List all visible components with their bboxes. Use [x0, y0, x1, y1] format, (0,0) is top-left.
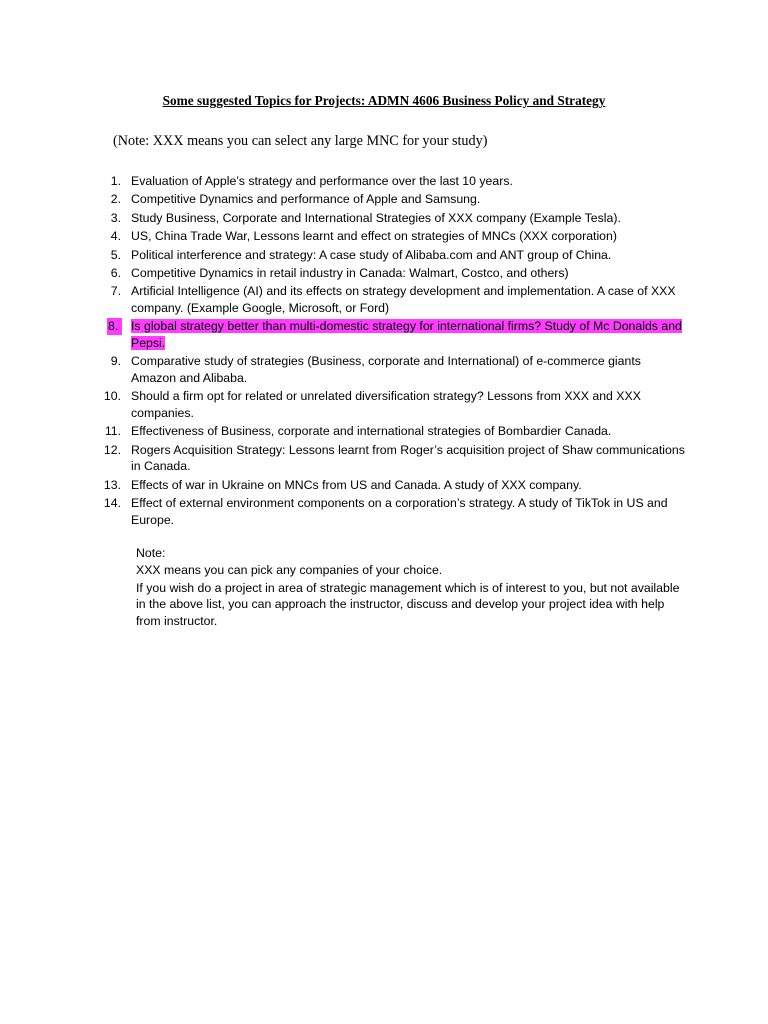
topic-text: Political interference and strategy: A case study of Alibaba.com and ANT group of China.	[131, 247, 612, 262]
topic-text: Effect of external environment components on a corporation’s strategy. A study of TikTok in US and Europe.	[131, 496, 668, 527]
topic-text: Competitive Dynamics in retail industry in Canada: Walmart, Costco, and others)	[131, 265, 569, 280]
topic-text: Evaluation of Apple’s strategy and performance over the last 10 years.	[131, 174, 513, 188]
topic-text: Artificial Intelligence (AI) and its effects on strategy development and implementation. A case of XXX company. (Example Google, Microsoft, or Ford)	[131, 284, 676, 315]
topic-item-highlighted	[96, 318, 686, 351]
topic-item	[96, 423, 686, 440]
topic-text: Rogers Acquisition Strategy: Lessons learnt from Roger’s acquisition project of Shaw communications in Canada.	[131, 442, 685, 474]
topic-text: Is global strategy better than multi-domestic strategy for international firms? Study of Mc Donalds and Pepsi.	[131, 319, 682, 350]
topic-text: Should a firm opt for related or unrelated diversification strategy? Lessons from XXX and XXX companies.	[131, 389, 641, 420]
topic-item	[96, 442, 686, 475]
topic-text: Effectiveness of Business, corporate and international strategies of Bombardier Canada.	[131, 424, 612, 439]
topic-number: 1.	[110, 174, 121, 188]
note-heading: Note:	[136, 546, 166, 560]
note-line-xxx: XXX means you can pick any companies of your choice.	[136, 563, 443, 578]
topic-item	[96, 265, 686, 282]
topic-text: Comparative study of strategies (Business, corporate and International) of e-commerce giants Amazon and Alibaba.	[131, 354, 641, 385]
note-xxx-definition: (Note: XXX means you can select any large MNC for your study)	[113, 133, 488, 149]
topic-number: 4.	[110, 229, 121, 244]
topic-number: 3.	[110, 210, 121, 225]
note-line-instructor: If you wish do a project in area of strategic management which is of interest to you, but not available in the above list, you can approach the instructor, discuss and develop your project idea with help from instructor.	[136, 580, 680, 628]
topic-item	[96, 495, 686, 528]
topic-number: 11.	[104, 424, 121, 439]
topic-number: 5.	[110, 247, 121, 262]
topic-number: 7.	[110, 284, 121, 299]
topic-number: 13.	[103, 477, 121, 492]
topic-item	[96, 210, 686, 227]
topic-item	[96, 191, 686, 208]
topic-item	[96, 173, 686, 190]
topic-text: US, China Trade War, Lessons learnt and effect on strategies of MNCs (XXX corporation)	[131, 229, 617, 244]
topic-item	[96, 388, 686, 421]
topic-number: 10.	[103, 389, 121, 404]
topic-number: 6.	[110, 265, 121, 280]
topic-number: 2.	[110, 192, 121, 207]
topic-text: Study Business, Corporate and International Strategies of XXX company (Example Tesla).	[131, 210, 621, 225]
topic-item	[96, 228, 686, 245]
topic-number: 8.	[107, 318, 122, 335]
topic-text: Competitive Dynamics and performance of Apple and Samsung.	[131, 192, 481, 207]
topic-item	[96, 283, 686, 316]
document-title: Some suggested Topics for Projects: ADMN 4606 Business Policy and Strategy	[162, 93, 606, 108]
topic-number: 12.	[103, 442, 121, 457]
topic-item	[96, 477, 686, 494]
topic-item	[96, 353, 686, 386]
topic-text: Effects of war in Ukraine on MNCs from US and Canada. A study of XXX company.	[131, 477, 582, 492]
topic-number: 14.	[103, 496, 121, 511]
topic-number: 9.	[110, 354, 121, 369]
topic-item	[96, 247, 686, 264]
topic-list	[96, 173, 686, 530]
note-block	[136, 545, 681, 630]
